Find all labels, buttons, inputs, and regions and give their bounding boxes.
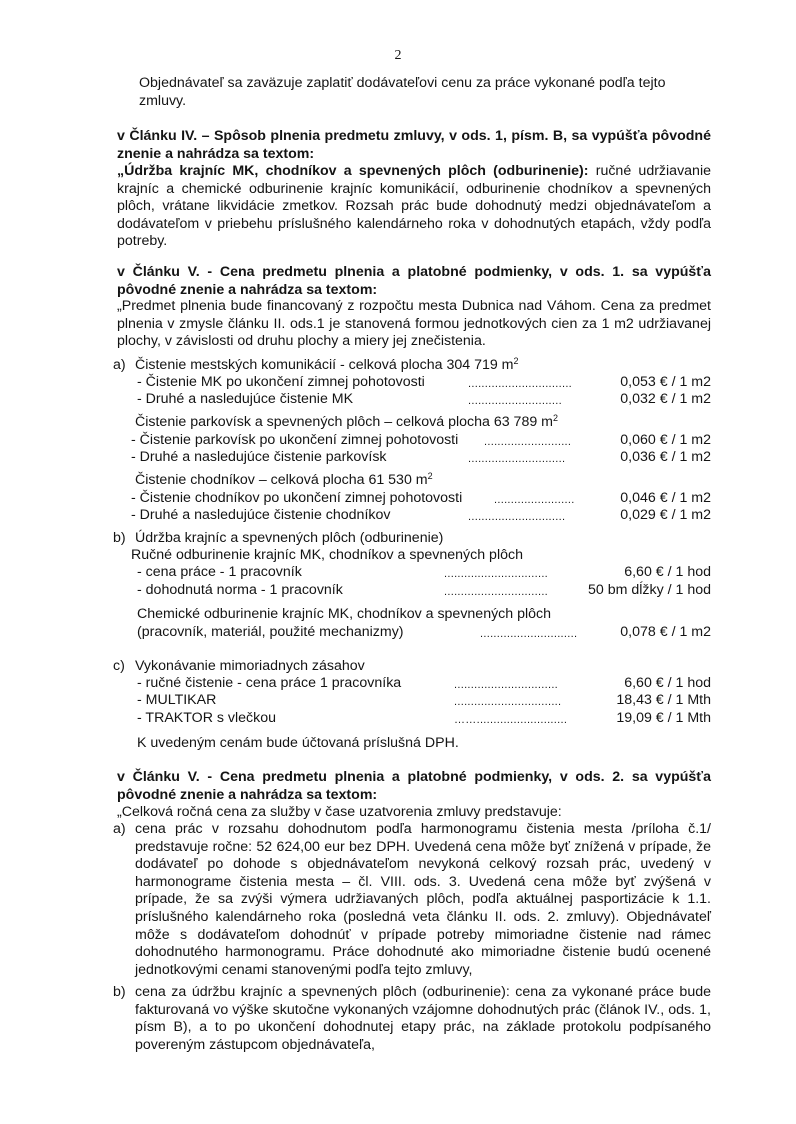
dot-leader: ...............................	[444, 568, 549, 580]
price-value: 6,60 € / 1 hod	[624, 675, 711, 691]
item-c-marker: c)	[113, 658, 125, 674]
dot-leader: .............................	[468, 453, 566, 465]
price-value: 0,060 € / 1 m2	[620, 432, 711, 448]
price-row-label: - Druhé a nasledujúce čistenie chodníkov	[131, 507, 391, 523]
section-iv-heading: v Článku IV. – Spôsob plnenia predmetu zmluvy, v ods. 1, písm. B, sa vypúšťa pôvodné znenie a nahrádza sa textom:	[117, 128, 711, 162]
price-value: 0,029 € / 1 m2	[620, 507, 711, 523]
superscript-2: 2	[513, 356, 519, 366]
dot-leader: .............................	[468, 511, 566, 523]
superscript-2: 2	[427, 471, 433, 481]
price-row-label: - cena práce - 1 pracovník	[137, 564, 302, 580]
intro-paragraph: Objednávateľ sa zaväzuje zaplatiť dodávateľovi cenu za práce vykonané podľa tejto zmluvy.	[139, 75, 666, 109]
dot-leader: .............................	[480, 628, 578, 640]
item-b-marker: b)	[113, 530, 126, 546]
price-value: 19,09 € / 1 Mth	[616, 710, 711, 726]
dot-leader: ............................	[468, 395, 562, 407]
price-value: 0,046 € / 1 m2	[620, 490, 711, 506]
price-value: 50 bm dĺžky / 1 hod	[587, 582, 711, 598]
vat-note: K uvedeným cenám bude účtovaná príslušná DPH.	[137, 735, 459, 751]
dot-leader: ...............................	[444, 586, 549, 598]
price-value: 0,078 € / 1 m2	[620, 624, 711, 640]
price-row-label: - ručné čistenie - cena práce 1 pracovníka	[137, 675, 402, 691]
dot-leader: ...............................	[454, 679, 559, 691]
dot-leader: ........................	[494, 494, 575, 506]
item-a-marker: a)	[113, 357, 126, 373]
price-value: 0,036 € / 1 m2	[620, 449, 711, 465]
list-item-text: cena za údržbu krajníc a spevnených plôch (odburinenie): cena za vykonané práce bude fakturovaná vo výške skutočne vykonaných vzájomne dohodnutých prác (článok IV., ods. 1, písm B), a to po ukončení dohodnutej etapy prác, na základe protokolu podpísaného povereným zástupcom objednávateľa,	[135, 984, 711, 1053]
price-row-label: - TRAKTOR s vlečkou	[137, 710, 277, 726]
list-item-marker: b)	[113, 984, 126, 1000]
list-item-text: cena prác v rozsahu dohodnutom podľa harmonogramu čistenia mesta /príloha č.1/ predstavuje ročne: 52 624,00 eur bez DPH. Uvedená cena môže byť znížená v prípade, že dodávateľ po dohode s objednávateľom nevykoná celkový rozsah prác, uvedený v harmonograme čistenia mesta – čl. VIII. ods. 3. Uvedená cena môže byť zvýšená v prípade, že sa zvýši výmera udržiavaných plôch, podľa aktuálnej pasportizácie k 1.1. príslušného kalendárneho roka (posledná veta článku II. ods. 2. zmluvy). Objednávateľ môže s dodávateľom dohodnúť v prípade potreby mimoriadne čistenie nad rámec dohodnutého harmonogramu. Práce dohodnuté ako mimoriadne čistenie budú ocenené jednotkovými cenami stanovenými podľa tejto zmluvy,	[135, 821, 711, 978]
dot-leader: ..........................	[484, 436, 572, 448]
price-group-a3-title: Čistenie chodníkov – celková plocha 61 530 $m^2$	[135, 471, 433, 488]
price-row-label: - Čistenie parkovísk po ukončení zimnej pohotovosti	[131, 432, 459, 448]
section-iv-body	[117, 163, 711, 251]
section-iv-subheading: „Údržba krajníc MK, chodníkov a spevnených plôch (odburinenie):	[117, 163, 589, 179]
price-group-b-title: Údržba krajníc a spevnených plôch (odburinenie)	[135, 530, 444, 546]
superscript-2: 2	[552, 413, 558, 423]
list-item-marker: a)	[113, 821, 126, 837]
price-row-label: - Čistenie MK po ukončení zimnej pohotovosti	[137, 374, 425, 390]
price-row-label: - Čistenie chodníkov po ukončení zimnej pohotovosti	[131, 490, 463, 506]
price-group-b2-detail: (pracovník, materiál, použité mechanizmy)	[137, 624, 404, 640]
price-row-label: - MULTIKAR	[137, 692, 217, 708]
section-v2-intro: „Celková ročná cena za služby v čase uzatvorenia zmluvy predstavuje:	[117, 804, 562, 820]
section-v2-heading: v Článku V. - Cena predmetu plnenia a platobné podmienky, v ods. 2. sa vypúšťa pôvodné znenie a nahrádza sa textom:	[117, 769, 711, 803]
price-group-c-title: Vykonávanie mimoriadnych zásahov	[135, 658, 365, 674]
price-value: 0,032 € / 1 m2	[620, 391, 711, 407]
price-row-label: - Druhé a nasledujúce čistenie MK	[137, 391, 354, 407]
dot-leader: ...............................	[468, 378, 573, 390]
dot-leader: ……...........................	[454, 714, 568, 726]
section-v1-text: „Predmet plnenia bude financovaný z rozpočtu mesta Dubnica nad Váhom. Cena za predmet plnenia v zmysle článku II. ods.1 je stanovená formou jednotkových cien za 1 m2 udržiavanej plochy, v závislosti od druhu plochy a miery jej znečistenia.	[117, 298, 711, 350]
price-group-b1-title: Ručné odburinenie krajníc MK, chodníkov a spevnených plôch	[131, 547, 523, 563]
price-group-a2-title: Čistenie parkovísk a spevnených plôch – celková plocha 63 789 $m^2$	[135, 413, 558, 430]
page-number: 2	[394, 48, 402, 63]
price-group-b2-title: Chemické odburinenie krajníc MK, chodníkov a spevnených plôch	[137, 606, 552, 622]
price-group-a1-title: Čistenie mestských komunikácií - celková plocha 304 719 $m^2$	[135, 356, 519, 373]
price-row-label: - dohodnutá norma - 1 pracovník	[137, 582, 343, 598]
price-value: 6,60 € / 1 hod	[624, 564, 711, 580]
price-value: 18,43 € / 1 Mth	[616, 692, 711, 708]
section-iv-text: ručné udržiavanie krajníc a chemické odburinenie krajníc komunikácií, odburinenie chodníkov a spevnených plôch, vrátane likvidácie zmetkov. Rozsah prác bude dohodnutý medzi objednávateľom a dodávateľom v priebehu príslušného kalendárneho roka v dohodnutých etapách, vždy podľa potreby.	[117, 163, 711, 250]
section-v1-heading: v Článku V. - Cena predmetu plnenia a platobné podmienky, v ods. 1. sa vypúšťa pôvodné znenie a nahrádza sa textom:	[117, 264, 711, 298]
price-value: 0,053 € / 1 m2	[620, 374, 711, 390]
dot-leader: ................................	[454, 696, 562, 708]
price-row-label: - Druhé a nasledujúce čistenie parkovísk	[131, 449, 387, 465]
